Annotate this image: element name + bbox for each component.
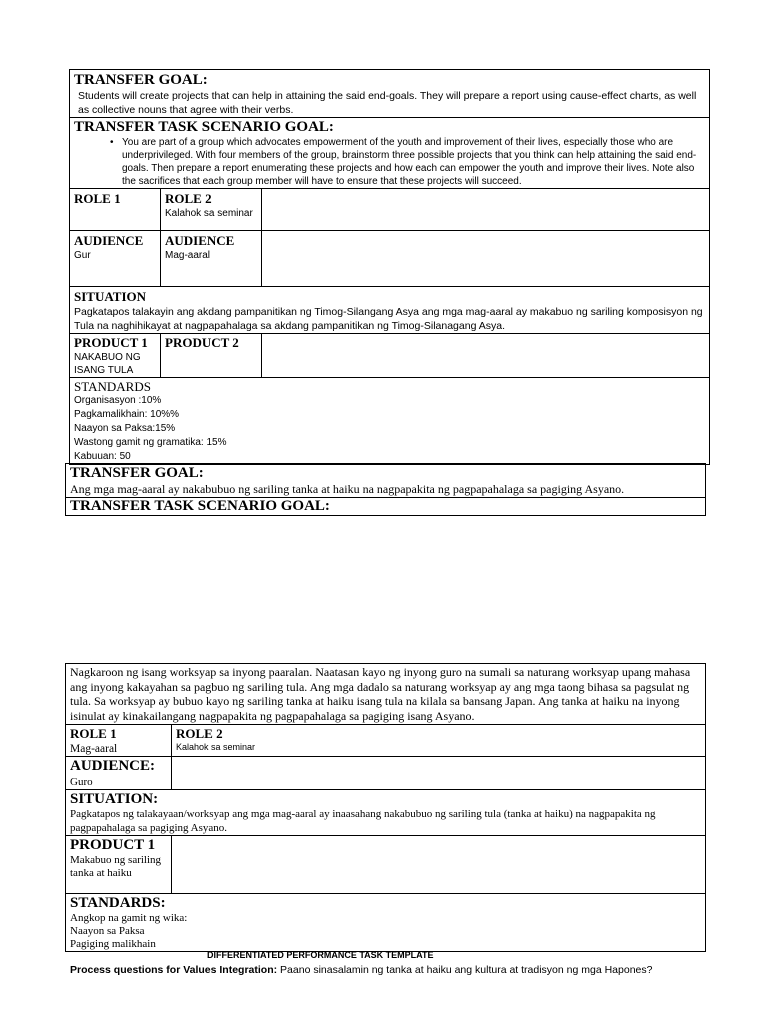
process-label: Process questions for Values Integration: <box>70 964 278 976</box>
scenario-2-cell <box>66 498 706 516</box>
role1-cell <box>70 189 161 231</box>
role2-label: ROLE 2 <box>165 191 212 206</box>
role-empty-cell <box>262 189 710 231</box>
standards-label: STANDARDS <box>74 379 151 394</box>
transfer-goal-2-cell <box>66 464 706 498</box>
scenario-3-cell <box>66 664 706 725</box>
product1-3-cell <box>66 836 172 894</box>
audience2-cell <box>161 231 262 287</box>
role1-label: ROLE 1 <box>74 191 121 206</box>
standards-3-cell <box>66 894 706 952</box>
transfer-goal-heading: TRANSFER GOAL: <box>74 72 208 88</box>
standards-item: Naayon sa Paksa:15% <box>74 423 176 434</box>
scenario-2-heading: TRANSFER TASK SCENARIO GOAL: <box>70 498 330 514</box>
standards-item: Organisasyon :10% <box>74 395 162 406</box>
standards-3-item: Naayon sa Paksa <box>70 925 145 937</box>
performance-task-table-3 <box>65 663 706 952</box>
situation-3-label: SITUATION: <box>70 791 159 807</box>
audience1-label: AUDIENCE <box>74 233 144 248</box>
role1-3-label: ROLE 1 <box>70 726 117 741</box>
process-text: Paano sinasalamin ng tanka at haiku ang kultura at tradisyon ng mga Hapones? <box>277 964 653 976</box>
standards-item: Pagkamalikhain: 10%% <box>74 409 180 420</box>
product1-3-value: Makabuo ng sariling tanka at haiku <box>70 854 162 879</box>
audience2-label: AUDIENCE <box>165 233 235 248</box>
product2-label: PRODUCT 2 <box>165 335 239 350</box>
standards-3-item: Angkop na gamit ng wika: <box>70 912 188 924</box>
product1-cell <box>70 334 161 378</box>
transfer-goal-text: Students will create projects that can help in attaining the said end-goals. They will prepare a report using cause-effect charts, as well as collective nouns that agree with their verbs. <box>78 90 697 116</box>
transfer-goal-cell <box>70 70 710 118</box>
transfer-goal-2-heading: TRANSFER GOAL: <box>70 465 204 481</box>
performance-task-table-1 <box>69 69 710 465</box>
bullet-icon: • <box>110 137 114 148</box>
product1-3-label: PRODUCT 1 <box>70 837 156 853</box>
role2-3-cell <box>172 725 706 757</box>
situation-text: Pagkatapos talakayin ang akdang pampanitikan ng Timog-Silangang Asya ang mga mag-aaral ay makabuo ng sariling komposisyon ng Tula na naghihikayat at nagpapahalaga sa akdang pampanitikan ng Timog-Silanagang Asya. <box>74 306 703 332</box>
role2-value: Kalahok sa seminar <box>165 208 253 219</box>
role2-cell <box>161 189 262 231</box>
scenario-list <box>74 136 705 188</box>
audience1-value: Gur <box>74 250 91 261</box>
product-empty-cell <box>262 334 710 378</box>
template-title: DIFFERENTIATED PERFORMANCE TASK TEMPLATE <box>207 950 434 960</box>
performance-task-table-2 <box>65 463 706 516</box>
situation-3-text: Pagkatapos ng talakayaan/worksyap ang mga mag-aaral ay inaasahang nakabubuo ng sariling tula (tanka at haiku) na nagpapakita ng pagpapahalaga sa pagiging Asyano. <box>70 808 656 834</box>
audience-3-value: Guro <box>70 776 93 788</box>
audience-3-empty-cell <box>172 757 706 790</box>
standards-3-label: STANDARDS: <box>70 895 166 911</box>
scenario-bullet: • You are part of a group which advocates empowerment of the youth and improvement of their lives, especially those who are underprivileged. With four members of the group, brainstorm three possible projects that you think can help attaining the said end-goals. Then prepare a report enumerating these projects and how each can empower the youth and improve their lives. Note also the sacrifices that each group member will have to ensure that these projects will succeed. <box>110 137 697 187</box>
audience2-value: Mag-aaral <box>165 250 211 261</box>
situation-3-cell <box>66 790 706 836</box>
audience-3-cell <box>66 757 172 790</box>
role2-3-value: Kalahok sa seminar <box>176 742 256 752</box>
transfer-goal-2-text: Ang mga mag-aaral ay nakabubuo ng sariling tanka at haiku na nagpapakita ng pagpapahalaga sa pagiging Asyano. <box>70 482 625 496</box>
scenario-cell <box>70 118 710 189</box>
audience-3-label: AUDIENCE: <box>70 758 156 774</box>
standards-cell <box>70 378 710 465</box>
product-3-empty-cell <box>172 836 706 894</box>
process-questions <box>70 964 652 976</box>
audience-empty-cell <box>262 231 710 287</box>
standards-item: Kabuuan: 50 <box>74 451 131 462</box>
role2-3-label: ROLE 2 <box>176 726 223 741</box>
scenario-3-text: Nagkaroon ng isang worksyap sa inyong paaralan. Naatasan kayo ng inyong guro na sumali sa naturang worksyap upang mahasa ang inyong kakayahan sa pagbuo ng sariling tula. Ang mga dadalo sa naturang worksyap ay ang mga taong bihasa sa pagsulat ng tula. Sa worksyap ay bubuo kayo ng sariling tanka at haiku isang tula na kilala sa bansang Japan. Ang tanka at haiku na inyong isinulat ay kinakailangang nagpapakita ng pagpapahalaga sa pagiging isang Asyano. <box>70 665 691 723</box>
product1-label: PRODUCT 1 <box>74 335 148 350</box>
standards-3-item: Pagiging malikhain <box>70 938 156 950</box>
product1-value: NAKABUO NG ISANG TULA <box>74 352 141 376</box>
role1-3-value: Mag-aaral <box>70 743 118 755</box>
role1-3-cell <box>66 725 172 757</box>
product2-cell <box>161 334 262 378</box>
audience1-cell <box>70 231 161 287</box>
situation-cell <box>70 287 710 334</box>
standards-item: Wastong gamit ng gramatika: 15% <box>74 437 227 448</box>
situation-label: SITUATION <box>74 289 147 304</box>
scenario-heading: TRANSFER TASK SCENARIO GOAL: <box>74 119 334 135</box>
